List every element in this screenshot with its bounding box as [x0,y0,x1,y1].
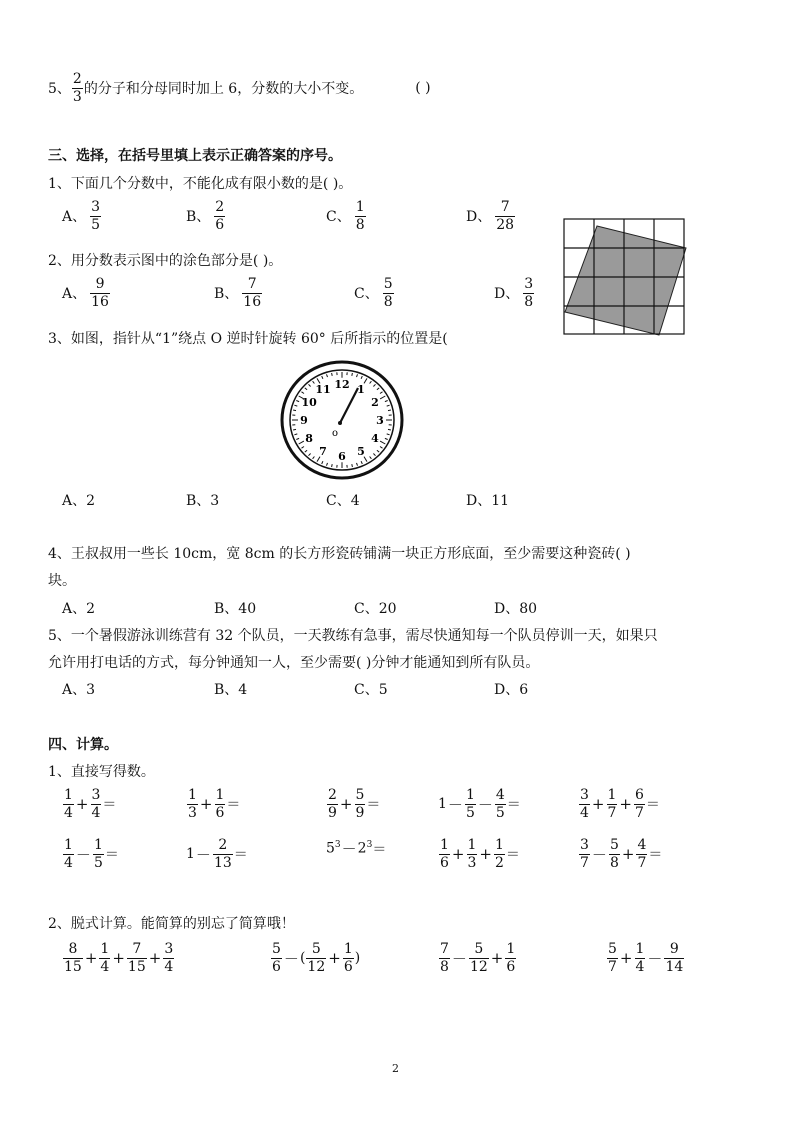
q4-option-a[interactable]: A、2 [62,601,96,617]
clock-tick [294,405,297,406]
q2-option-d[interactable]: D、 $\frac{3}{8}$ [494,276,534,310]
q5-option-b[interactable]: B、4 [214,682,248,698]
clock-number: 5 [357,445,365,459]
q1-option-c[interactable]: C、 $\frac{1}{8}$ [326,199,365,233]
clock-tick [352,464,353,467]
calc-1-2: $\frac{1}{3}$ + $\frac{1}{6}$ ＝ [188,787,241,821]
clock-tick [380,441,385,444]
sub-question-1: 1、直接写得数。 [48,764,155,780]
q4-option-b[interactable]: B、40 [214,601,257,617]
clock-number: 1 [357,382,365,396]
calc-2-4: $\frac{1}{6}$ + $\frac{1}{3}$ + $\frac{1}{2}$ ＝ [440,837,520,871]
calc-2-1: $\frac{1}{4}$ － $\frac{1}{5}$ ＝ [64,837,119,871]
q1-option-b[interactable]: B、 $\frac{2}{6}$ [186,199,225,233]
clock-tick [380,447,383,449]
calc-2-2: 1 － $\frac{2}{13}$ ＝ [186,837,248,871]
statement-text: 的分子和分母同时加上 6，分数的大小不变。 [83,81,364,98]
judge-item-5 [48,72,431,104]
question-1: 1、下面几个分数中，不能化成有限小数的是( )。 [48,176,353,192]
calc-3-1: $\frac{8}{15}$ + $\frac{1}{4}$ + $\frac{7}{15}$ + $\frac{3}{4}$ [64,941,174,975]
calc-1-5: $\frac{3}{4}$ + $\frac{1}{7}$ + $\frac{6}{7}$ ＝ [580,787,660,821]
clock-tick [309,384,311,386]
clock-tick [361,376,362,379]
clock-tick [322,376,323,379]
clock-tick [296,401,299,402]
section-4-heading: 四、计算。 [48,737,118,753]
clock-tick [361,461,362,464]
clock-tick [373,454,375,456]
q5-option-a[interactable]: A、3 [62,682,96,698]
clock-number: 6 [338,450,346,463]
clock-number: 10 [301,396,317,409]
clock-tick [377,388,379,390]
clock-tick [293,410,296,411]
calc-3-4: $\frac{5}{7}$ + $\frac{1}{4}$ － $\frac{9}{14}$ [608,941,684,975]
answer-blank[interactable]: ( ) [415,80,431,97]
clock-tick [385,401,388,402]
q5-option-c[interactable]: C、5 [354,682,388,698]
question-2: 2、用分数表示图中的涂色部分是( )。 [48,253,283,269]
q2-option-a[interactable]: A、 $\frac{9}{16}$ [62,276,109,310]
calc-2-3: $5^3$ － $2^3$ ＝ [326,840,387,858]
question-4: 4、王叔叔用一些长 10cm，宽 8cm 的长方形瓷砖铺满一块正方形底面，至少需要这种瓷砖( ) [48,546,631,562]
clock-tick [309,454,311,456]
clock-number: 4 [371,432,379,445]
clock-tick [313,381,315,383]
q4-option-d[interactable]: D、80 [494,601,538,617]
clock-tick [313,457,315,459]
clock-tick [327,463,328,466]
clock-number: 2 [371,396,379,409]
clock-tick [370,457,372,459]
clock-number: 8 [305,432,313,445]
clock-number: 3 [376,414,384,427]
clock-number: 7 [319,445,327,459]
page-number: 2 [392,1062,399,1075]
section-3-heading: 三、选择，在括号里填上表示正确答案的序号。 [48,148,342,164]
q2-option-b[interactable]: B、 $\frac{7}{16}$ [214,276,262,310]
clock-tick [299,441,304,444]
clock-tick [296,438,299,439]
clock-tick [377,450,379,452]
clock-tick [380,396,385,399]
clock-center-label: o [332,428,339,439]
q3-option-d[interactable]: D、11 [466,493,510,509]
calc-2-5: $\frac{3}{7}$ － $\frac{5}{8}$ + $\frac{4}{7}$ ＝ [580,837,663,871]
clock-tick [388,410,391,411]
q3-option-b[interactable]: B、3 [186,493,220,509]
shaded-grid-figure [563,218,688,336]
clock-tick [380,392,383,394]
calc-1-3: $\frac{2}{9}$ + $\frac{5}{9}$ ＝ [328,787,381,821]
clock-tick [293,429,296,430]
fraction: $\frac{2}{3}$ [72,71,82,105]
clock-number: 12 [334,378,350,391]
clock-tick [387,405,390,406]
clock-tick [357,463,358,466]
clock-tick [352,373,353,376]
clock-number: 11 [315,382,331,396]
clock-tick [322,461,323,464]
sub-question-2: 2、脱式计算。能简算的别忘了简算哦！ [48,916,295,932]
q5-option-d[interactable]: D、6 [494,682,529,698]
q3-option-c[interactable]: C、4 [326,493,360,509]
q1-option-d[interactable]: D、 $\frac{7}{28}$ [466,199,515,233]
item-number: 5、 [48,81,71,98]
clock-tick [305,388,307,390]
clock-tick [387,434,390,435]
clock-tick [373,384,375,386]
calc-1-1: $\frac{1}{4}$ + $\frac{3}{4}$ ＝ [64,787,117,821]
calc-3-3: $\frac{7}{8}$ － $\frac{5}{12}$ + $\frac{1}{6}$ [440,941,516,975]
clock-tick [388,429,391,430]
calc-1-4: 1 － $\frac{1}{5}$ － $\frac{4}{5}$ ＝ [438,787,521,821]
clock-figure [280,360,404,480]
clock-tick [302,447,305,449]
clock-tick [370,381,372,383]
question-5: 5、一个暑假游泳训练营有 32 个队员，一天教练有急事，需尽快通知每一个队员停训一天，如果只 [48,628,658,644]
clock-tick [302,392,305,394]
question-4-cont: 块。 [48,573,76,589]
calc-3-2: $\frac{5}{6}$ － ( $\frac{5}{12}$ + $\frac{1}{6}$ ) [272,941,361,975]
q1-option-a[interactable]: A、 $\frac{3}{5}$ [62,199,101,233]
clock-tick [327,374,328,377]
clock-tick [357,374,358,377]
clock-tick [332,464,333,467]
q4-option-c[interactable]: C、20 [354,601,397,617]
clock-tick [385,438,388,439]
q2-option-c[interactable]: C、 $\frac{5}{8}$ [354,276,393,310]
clock-number: 9 [300,414,308,427]
question-3: 3、如图，指针从“1”绕点 O 逆时针旋转 60° 后所指示的位置是( [48,331,448,347]
q3-option-a[interactable]: A、2 [62,493,96,509]
clock-tick [332,373,333,376]
question-5-cont: 允许用打电话的方式，每分钟通知一人，至少需要( )分钟才能通知到所有队员。 [48,655,540,671]
clock-tick [294,434,297,435]
clock-tick [305,450,307,452]
